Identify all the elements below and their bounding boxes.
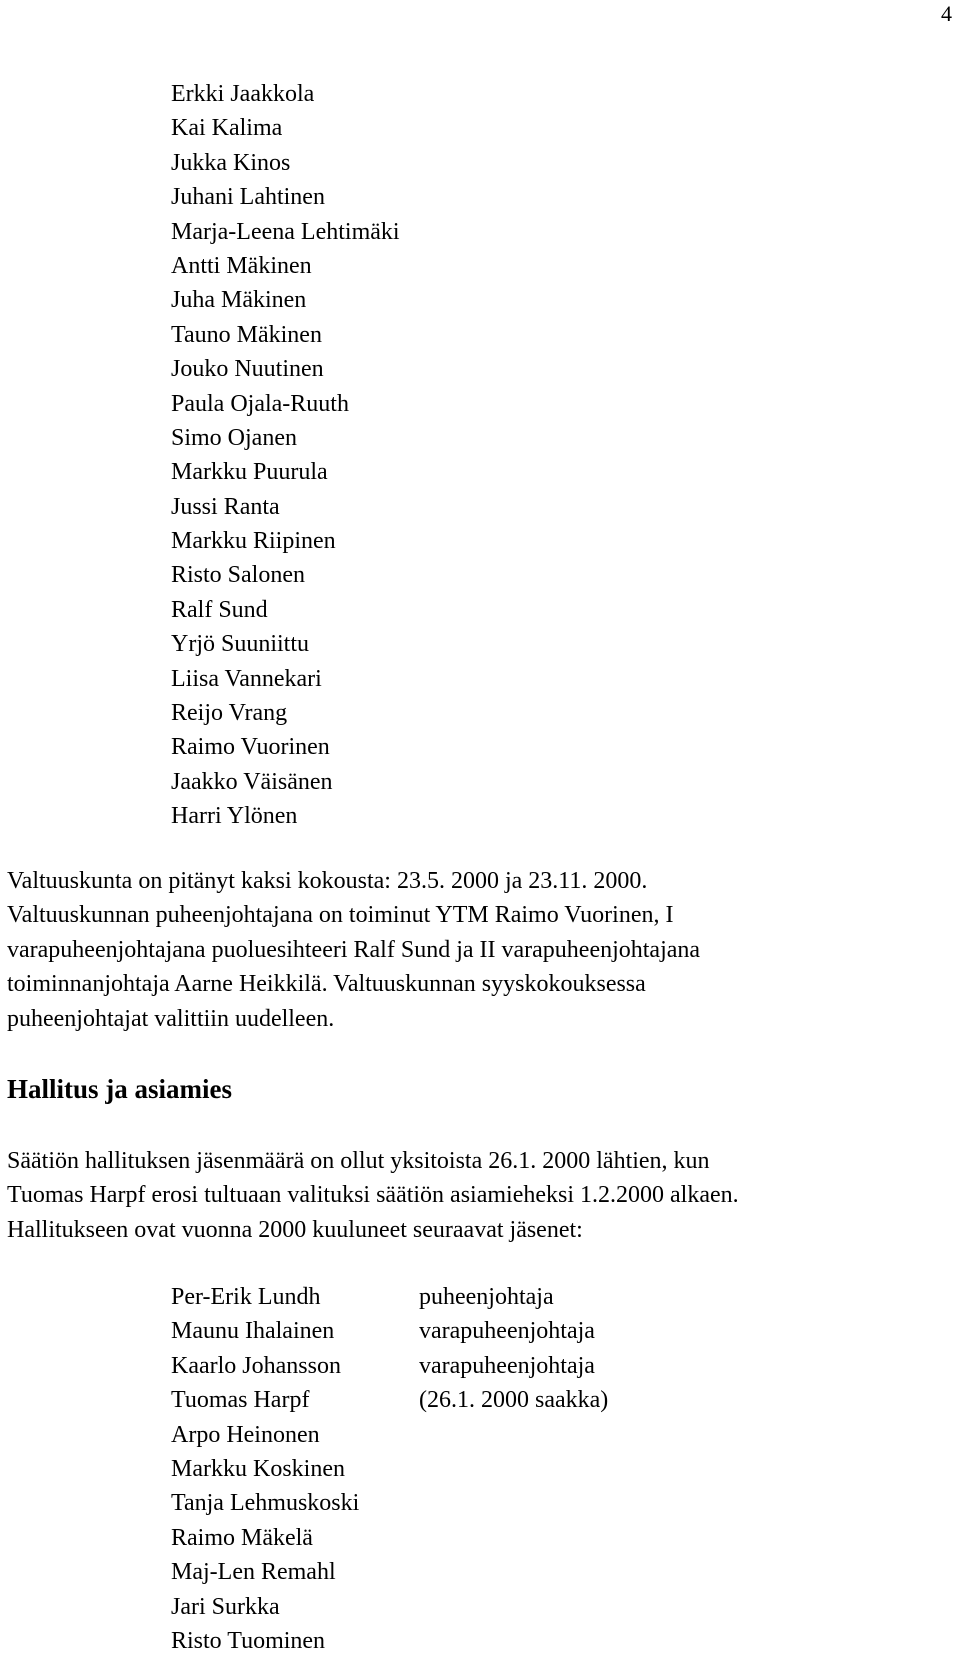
council-member: Ralf Sund <box>171 596 268 623</box>
board-member-role: varapuheenjohtaja <box>419 1318 595 1345</box>
paragraph-line: Hallitukseen ovat vuonna 2000 kuuluneet seuraavat jäsenet: <box>7 1216 583 1243</box>
board-member-name: Arpo Heinonen <box>171 1421 320 1448</box>
board-paragraph <box>7 1144 739 1247</box>
council-member: Jaakko Väisänen <box>171 768 333 795</box>
paragraph-line: Tuomas Harpf erosi tultuaan valituksi säätiön asiamieheksi 1.2.2000 alkaen. <box>7 1182 739 1209</box>
board-member-row <box>171 1521 608 1555</box>
board-member-name: Markku Koskinen <box>171 1455 345 1482</box>
board-member-name: Per-Erik Lundh <box>171 1284 321 1310</box>
council-member: Tauno Mäkinen <box>171 321 322 348</box>
board-member-row <box>171 1555 608 1589</box>
board-member-row <box>171 1624 608 1658</box>
council-member: Marja-Leena Lehtimäki <box>171 218 400 245</box>
board-member-name: Maunu Ihalainen <box>171 1318 335 1345</box>
paragraph-line: varapuheenjohtajana puoluesihteeri Ralf Sund ja II varapuheenjohtajana <box>7 936 701 963</box>
board-member-name: Maj-Len Remahl <box>171 1559 336 1586</box>
board-member-row <box>171 1590 608 1624</box>
council-member: Markku Riipinen <box>171 528 336 555</box>
paragraph-line: puheenjohtajat valittiin uudelleen. <box>7 1005 335 1032</box>
board-member-name: Risto Tuominen <box>171 1627 326 1654</box>
board-member-name: Tuomas Harpf <box>171 1387 310 1414</box>
board-member-row <box>171 1418 608 1452</box>
board-member-name: Kaarlo Johansson <box>171 1352 341 1379</box>
council-member: Juha Mäkinen <box>171 287 307 314</box>
council-member: Paula Ojala-Ruuth <box>171 390 349 417</box>
council-member: Yrjö Suuniittu <box>171 631 310 658</box>
council-member: Erkki Jaakkola <box>171 81 315 107</box>
board-member-role: puheenjohtaja <box>419 1284 554 1310</box>
paragraph-line: toiminnanjohtaja Aarne Heikkilä. Valtuuskunnan syyskokouksessa <box>7 971 646 998</box>
council-member: Antti Mäkinen <box>171 252 312 279</box>
council-member: Jussi Ranta <box>171 493 280 520</box>
council-member: Risto Salonen <box>171 562 306 589</box>
section-heading: Hallitus ja asiamies <box>7 1074 233 1104</box>
paragraph-line: Valtuuskunta on pitänyt kaksi kokousta: 23.5. 2000 ja 23.11. 2000. <box>7 868 648 894</box>
council-member: Markku Puurula <box>171 459 328 486</box>
board-member-row <box>171 1486 608 1520</box>
board-member-row <box>171 1452 608 1486</box>
board-member-role: (26.1. 2000 saakka) <box>419 1387 609 1414</box>
page-number: 4 <box>941 1 952 26</box>
council-member-list <box>171 77 400 834</box>
council-member: Harri Ylönen <box>171 803 298 830</box>
council-member: Raimo Vuorinen <box>171 734 330 761</box>
council-member: Liisa Vannekari <box>171 665 322 692</box>
board-member-name: Raimo Mäkelä <box>171 1524 313 1551</box>
council-member: Simo Ojanen <box>171 424 297 451</box>
board-member-role: varapuheenjohtaja <box>419 1352 595 1379</box>
board-member-name: Jari Surkka <box>171 1593 280 1620</box>
board-member-row <box>171 1280 608 1314</box>
board-member-row <box>171 1314 608 1348</box>
council-member: Juhani Lahtinen <box>171 184 325 211</box>
board-member-row <box>171 1349 608 1383</box>
council-member: Jukka Kinos <box>171 149 291 176</box>
board-member-list <box>171 1280 608 1658</box>
board-member-name: Tanja Lehmuskoski <box>171 1490 360 1517</box>
board-member-row <box>171 1383 608 1417</box>
council-paragraph <box>7 864 700 1036</box>
paragraph-line: Valtuuskunnan puheenjohtajana on toiminut YTM Raimo Vuorinen, I <box>7 902 674 929</box>
council-member: Kai Kalima <box>171 115 283 142</box>
council-member: Jouko Nuutinen <box>171 356 324 383</box>
council-member: Reijo Vrang <box>171 700 288 727</box>
paragraph-line: Säätiön hallituksen jäsenmäärä on ollut yksitoista 26.1. 2000 lähtien, kun <box>7 1148 710 1174</box>
